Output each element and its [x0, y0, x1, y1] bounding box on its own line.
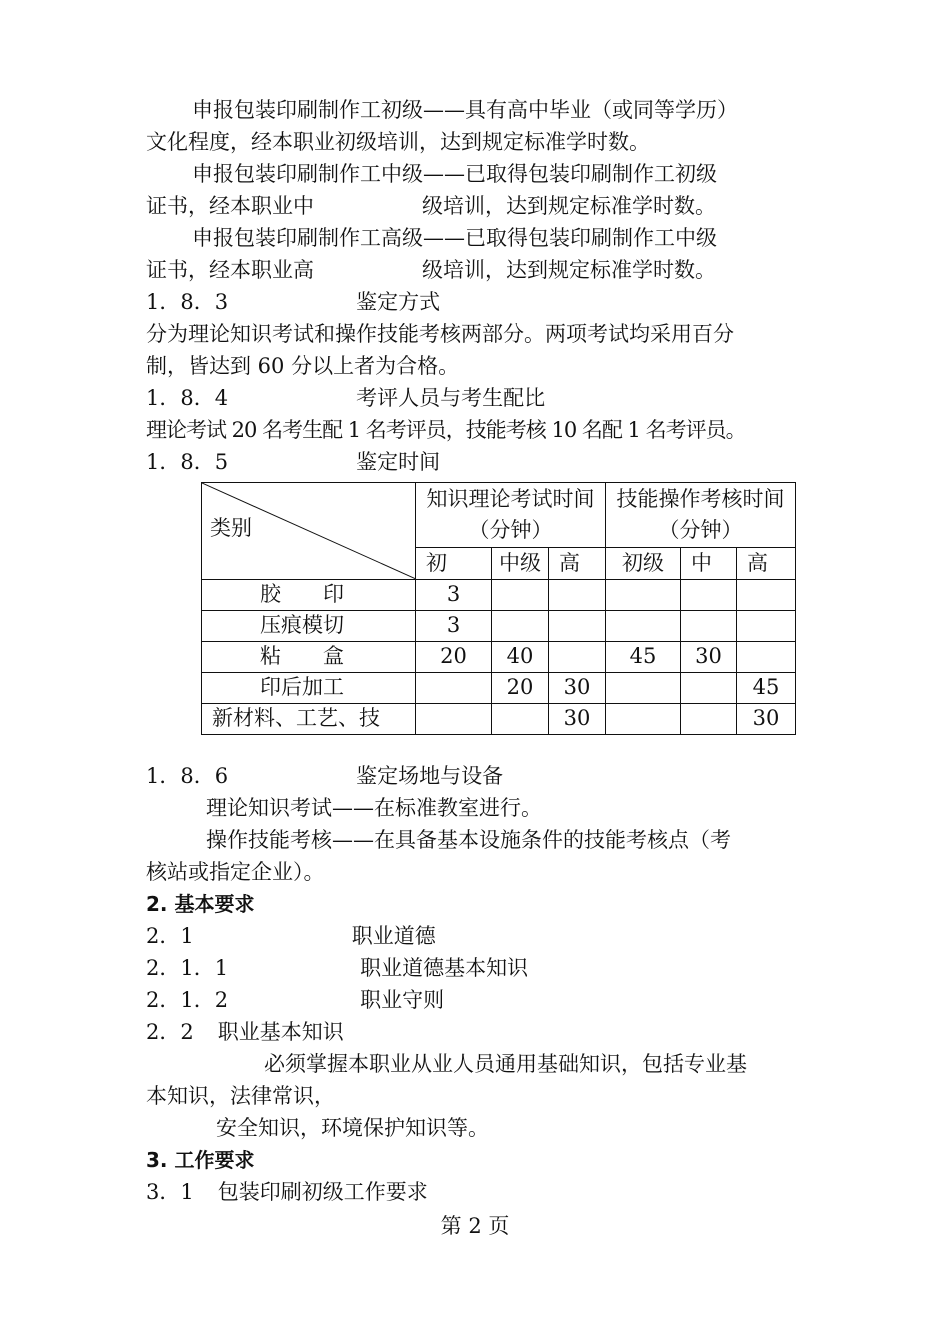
- paragraph-line: 安全知识，环境保护知识等。: [216, 1116, 489, 1140]
- table-category: 胶 印: [202, 580, 416, 611]
- table-cell: 3: [416, 611, 492, 642]
- section-title: 鉴定时间: [356, 450, 441, 474]
- table-cell: [681, 673, 737, 704]
- table-cell: 3: [416, 580, 492, 611]
- table-row: [202, 611, 796, 642]
- paragraph-line: 理论考试 20 名考生配 1 名考评员，技能考核 10 名配 1 名考评员。: [146, 418, 746, 442]
- table-cell: [416, 673, 492, 704]
- paragraph-line: 申报包装印刷制作工中级——已取得包装印刷制作工初级: [192, 162, 717, 186]
- table-cell: [492, 580, 549, 611]
- page-footer: 第 2 页: [440, 1214, 510, 1238]
- paragraph-line: 申报包装印刷制作工高级——已取得包装印刷制作工中级: [192, 226, 717, 250]
- paragraph-line: 文化程度，经本职业初级培训，达到规定标准学时数。: [146, 130, 650, 154]
- table-sub-header: 高: [549, 548, 606, 580]
- table-sub-header: 初级: [606, 548, 681, 580]
- paragraph-line: 核站或指定企业）。: [146, 860, 325, 884]
- table-cell: [606, 704, 681, 735]
- table-category: 压痕模切: [202, 611, 416, 642]
- section-heading-1-8-5: [146, 452, 440, 473]
- table-cell: 20: [492, 673, 549, 704]
- table-corner-cell: [202, 483, 416, 580]
- exam-time-table: [201, 482, 796, 735]
- paragraph-line: 制，皆达到 60 分以上者为合格。: [146, 354, 460, 378]
- section-title: 鉴定场地与设备: [356, 764, 504, 788]
- table-row: [202, 704, 796, 735]
- text-fragment: 级培训，达到规定标准学时数。: [422, 258, 716, 282]
- table-group-header: 技能操作考核时间（分钟）: [606, 483, 796, 548]
- table-cell: 30: [549, 673, 606, 704]
- table-category: 粘 盒: [202, 642, 416, 673]
- section-title: 鉴定方式: [356, 290, 441, 314]
- table-cell: [549, 580, 606, 611]
- text-fragment: 级培训，达到规定标准学时数。: [422, 194, 716, 218]
- table-cell: [549, 642, 606, 673]
- section-title: 职业守则: [360, 988, 445, 1012]
- section-heading-1-8-6: [146, 766, 503, 787]
- section-heading-2-1-1: [146, 958, 528, 979]
- section-title: 考评人员与考生配比: [356, 386, 546, 410]
- paragraph-line: 理论知识考试——在标准教室进行。: [206, 796, 542, 820]
- section-title: 包装印刷初级工作要求: [217, 1180, 428, 1204]
- section-heading-2-2: [146, 1022, 344, 1043]
- section-number: 3．1: [146, 1180, 194, 1204]
- table-sub-header: 初: [416, 548, 492, 580]
- table-category: 新材料、工艺、技: [202, 704, 416, 735]
- table-cell: 20: [416, 642, 492, 673]
- table-sub-header: 中: [681, 548, 737, 580]
- section-heading-3-1: [146, 1182, 428, 1203]
- section-number: 2．1．1: [146, 956, 229, 980]
- section-heading-1-8-3: [146, 292, 440, 313]
- chapter-heading-3: 3. 工作要求: [146, 1148, 255, 1172]
- table-cell: 30: [737, 704, 796, 735]
- table-corner-label: 类别: [210, 516, 252, 540]
- section-title: 职业基本知识: [217, 1020, 344, 1044]
- table-cell: [606, 673, 681, 704]
- section-number: 1．8．3: [146, 290, 229, 314]
- table-cell: [492, 704, 549, 735]
- section-number: 2．2: [146, 1020, 194, 1044]
- section-number: 1．8．6: [146, 764, 229, 788]
- section-number: 1．8．5: [146, 450, 229, 474]
- table-cell: [681, 580, 737, 611]
- section-heading-2-1-2: [146, 990, 444, 1011]
- chapter-heading-2: 2. 基本要求: [146, 892, 255, 916]
- table-cell: 30: [549, 704, 606, 735]
- table-cell: 30: [681, 642, 737, 673]
- table-cell: [737, 580, 796, 611]
- paragraph-line: 操作技能考核——在具备基本设施条件的技能考核点（考: [206, 828, 731, 852]
- table-cell: [606, 580, 681, 611]
- section-title: 职业道德: [351, 924, 436, 948]
- table-cell: 45: [606, 642, 681, 673]
- text-fragment: 证书，经本职业中: [146, 194, 314, 218]
- table-cell: [492, 611, 549, 642]
- paragraph-line: [146, 260, 716, 281]
- paragraph-line: 申报包装印刷制作工初级——具有高中毕业（或同等学历）: [192, 98, 738, 122]
- section-heading-2-1: [146, 926, 436, 947]
- table-group-header: 知识理论考试时间（分钟）: [416, 483, 606, 548]
- table-sub-header: 中级: [492, 548, 549, 580]
- section-number: 2．1: [146, 924, 194, 948]
- table-cell: [681, 611, 737, 642]
- table-cell: [606, 611, 681, 642]
- table-cell: [416, 704, 492, 735]
- paragraph-line: 本知识，法律常识，: [146, 1084, 335, 1108]
- table-cell: 40: [492, 642, 549, 673]
- paragraph-line: [146, 196, 716, 217]
- table-cell: [549, 611, 606, 642]
- paragraph-line: 分为理论知识考试和操作技能考核两部分。两项考试均采用百分: [146, 322, 734, 346]
- paragraph-line: 必须掌握本职业从业人员通用基础知识，包括专业基: [264, 1052, 747, 1076]
- table-cell: [737, 611, 796, 642]
- section-number: 1．8．4: [146, 386, 229, 410]
- section-title: 职业道德基本知识: [360, 956, 529, 980]
- text-fragment: 证书，经本职业高: [146, 258, 314, 282]
- table-row: [202, 642, 796, 673]
- table-cell: [681, 704, 737, 735]
- table-sub-header: 高: [737, 548, 796, 580]
- table-cell: [737, 642, 796, 673]
- table-cell: 45: [737, 673, 796, 704]
- section-number: 2．1．2: [146, 988, 229, 1012]
- table-row: [202, 673, 796, 704]
- table-row: [202, 580, 796, 611]
- section-heading-1-8-4: [146, 388, 545, 409]
- table-category: 印后加工: [202, 673, 416, 704]
